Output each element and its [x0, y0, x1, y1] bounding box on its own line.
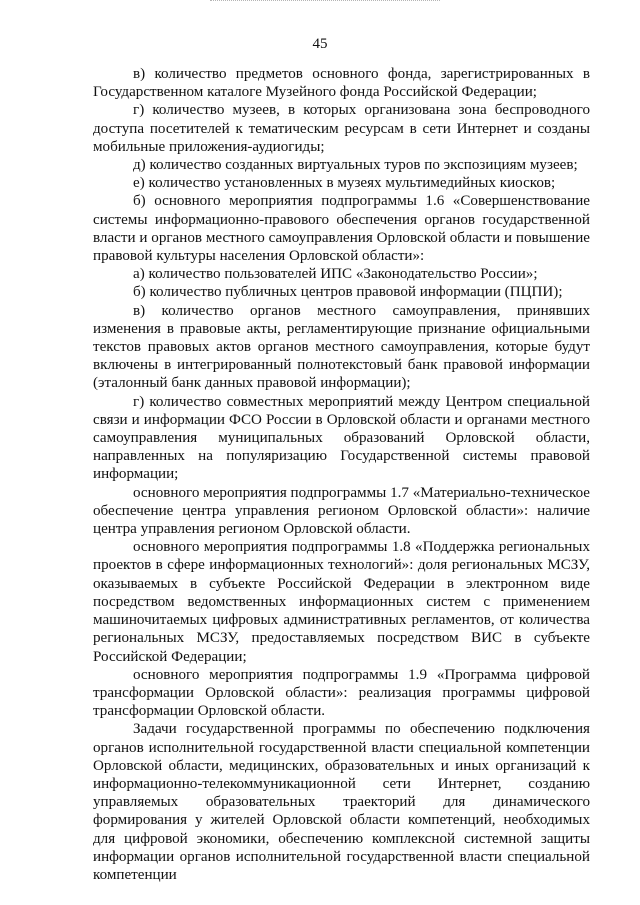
paragraph: а) количество пользователей ИПС «Законодательство России»; [133, 266, 538, 283]
document-body [93, 65, 590, 884]
paragraph: е) количество установленных в музеях мультимедийных киосков; [133, 175, 556, 192]
paragraph: основного мероприятия подпрограммы 1.9 «Программа цифровой трансформации Орловской области»: реализация программы цифровой трансформации Орловской области. [93, 666, 590, 720]
paragraph: в) количество предметов основного фонда, зарегистрированных в Государственном каталоге Музейного фонда Российской Федерации; [93, 66, 590, 101]
paragraph: г) количество совместных мероприятий между Центром специальной связи и информации ФСО России в Орловской области и органами местного самоуправления муниципальных образований Орловской области, направленных на популяризацию Государственной системы правовой информации; [93, 393, 590, 483]
scan-edge-line [210, 0, 440, 1]
paragraph: г) количество музеев, в которых организована зона беспроводного доступа посетителей к тематическим ресурсам в сети Интернет и созданы мобильные приложения-аудиогиды; [93, 102, 590, 155]
page-number: 45 [312, 36, 328, 52]
paragraph: д) количество созданных виртуальных туров по экспозициям музеев; [133, 157, 578, 174]
paragraph: б) количество публичных центров правовой информации (ПЦПИ); [133, 284, 563, 301]
paragraph: Задачи государственной программы по обеспечению подключения органов исполнительной государственной власти специальной компетенции Орловской области, медицинских, образовательных и иных организаций к информационно-телекоммуникационной сети Интернет, созданию управляемых образовательных траекторий для динамического формирования у жителей Орловской области компетенций, необходимых для цифровой экономики, обеспечению комплексной системной защиты информации органов исполнительной государственной власти специальной компетенции [93, 721, 590, 883]
paragraph: в) количество органов местного самоуправления, принявших изменения в правовые акты, регламентирующие признание официальными текстов правовых актов органов местного самоуправления, которые будут включены в интегрированный полнотекстовый банк правовой информации (эталонный банк данных правовой информации); [93, 302, 590, 392]
paragraph: б) основного мероприятия подпрограммы 1.6 «Совершенствование системы информационно-правового обеспечения органов государственной власти и органов местного самоуправления Орловской области и повышение правовой культуры населения Орловской области»: [93, 193, 590, 265]
paragraph: основного мероприятия подпрограммы 1.7 «Материально-техническое обеспечение центра управления регионом Орловской области»: наличие центра управления регионом Орловской области. [93, 484, 590, 538]
paragraph: основного мероприятия подпрограммы 1.8 «Поддержка региональных проектов в сфере информационных технологий»: доля региональных МСЗУ, оказываемых в субъекте Российской Федерации в электронном виде посредством ведомственных информационных систем с применением машиночитаемых цифровых административных регламентов, от количества региональных МСЗУ, предоставляемых посредством ВИС в субъекте Российской Федерации; [93, 539, 590, 665]
